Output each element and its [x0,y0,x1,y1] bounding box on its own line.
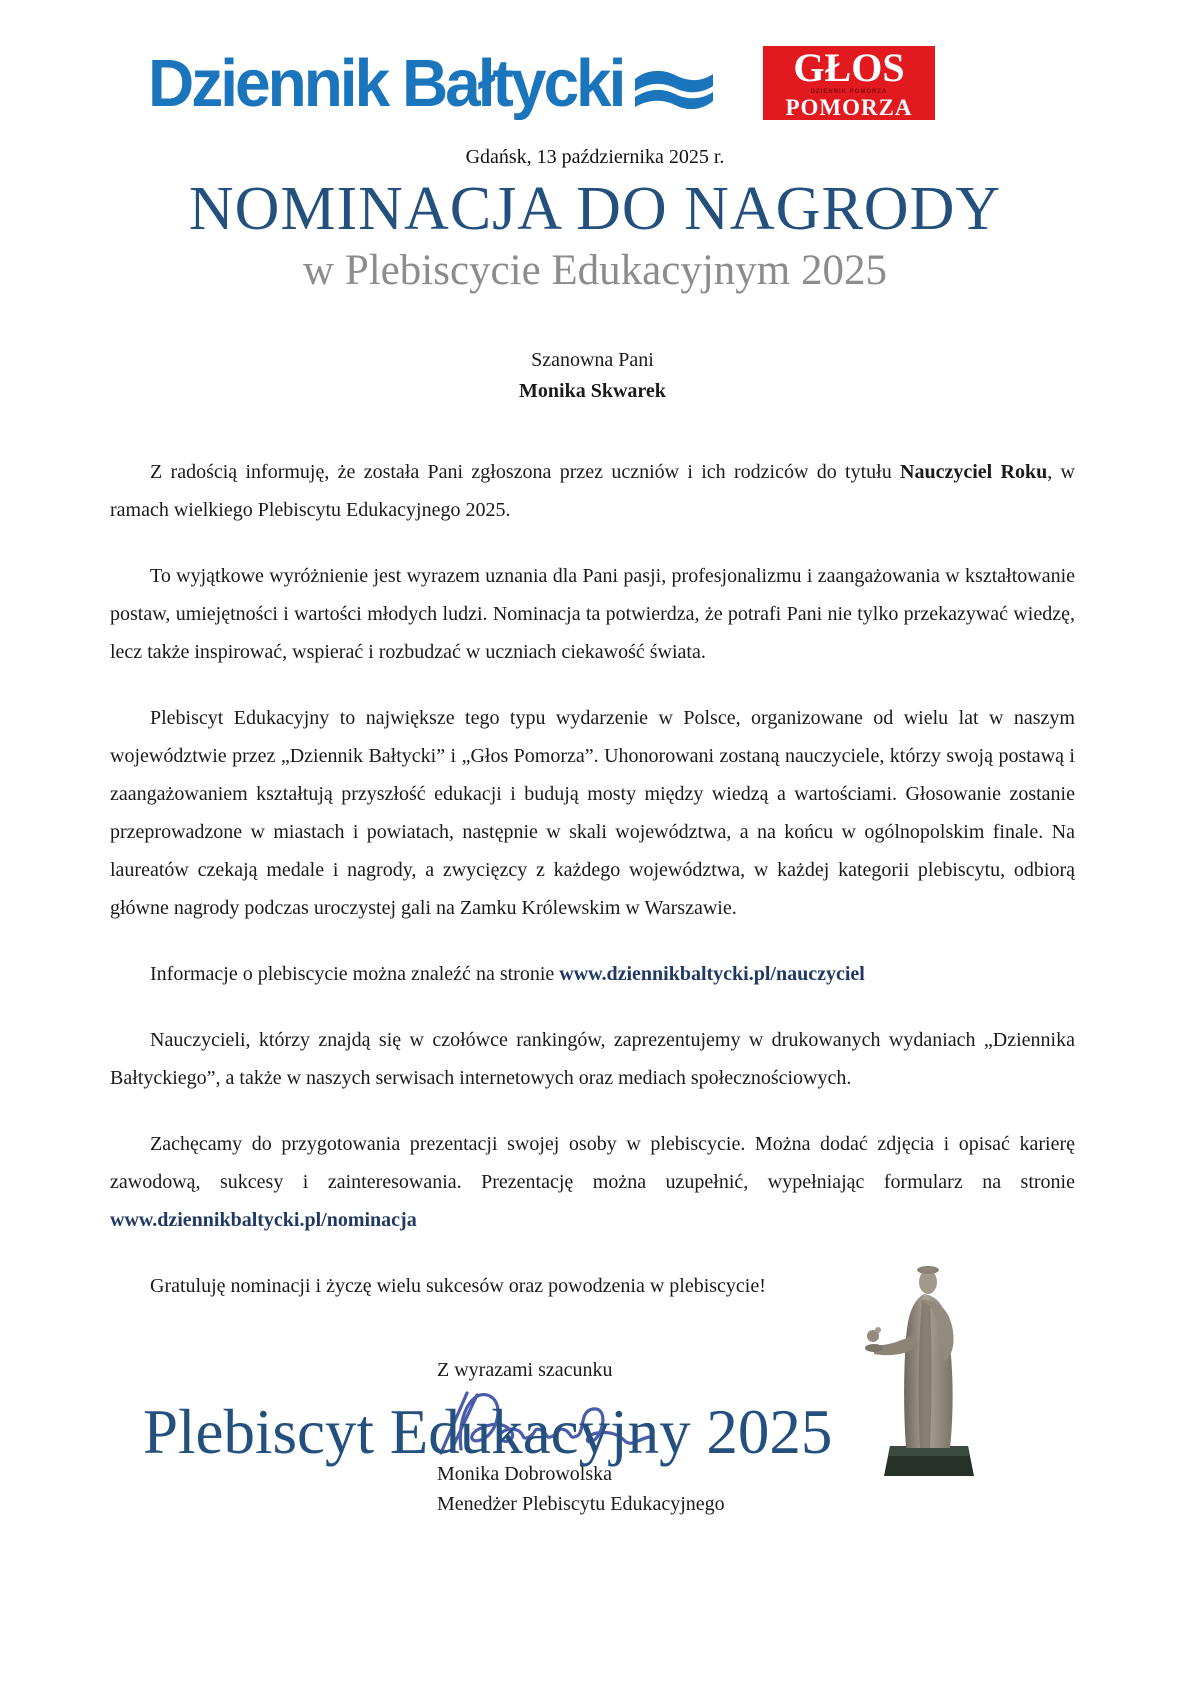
signoff-role: Menedżer Plebiscytu Edukacyjnego [437,1493,725,1516]
signoff-name: Monika Dobrowolska [437,1463,612,1486]
paragraph-text: Zachęcamy do przygotowania prezentacji swojej osoby w plebiscycie. Można dodać zdjęcia i opisać karierę zawodową, sukcesy i zainteresowania. Prezentację można uzupełnić, wypełniając formularz na stronie [110,1133,1075,1194]
glos-pomorza-logo-bottom-text: POMORZA [785,95,913,120]
page-subtitle: w Plebiscycie Edukacyjnym 2025 [303,247,887,295]
paragraph-text: Informacje o plebiscycie można znaleźć na stronie [150,963,560,986]
paragraph-text: Z radością informuję, że została Pani zgłoszona przez uczniów i ich rodziców do tytułu [150,461,901,484]
body-paragraph [110,955,1075,993]
salutation [110,345,1075,407]
body-paragraph: To wyjątkowe wyróżnienie jest wyrazem uznania dla Pani pasji, profesjonalizmu i zaangażowania w kształtowanie postaw, umiejętności i wartości młodych ludzi. Nominacja ta potwierdza, że potrafi Pani nie tylko przekazywać wiedzę, lecz także inspirować, wspierać i rozbudzać w uczniach ciekawość świata. [110,565,1075,664]
letterhead [0,0,1190,120]
award-title-text: Nauczyciel Roku [900,461,1048,484]
closing-line: Z wyrazami szacunku [437,1359,613,1382]
statuette-image [852,1260,994,1484]
date-line: Gdańsk, 13 października 2025 r. [465,146,725,168]
dziennik-baltycki-logo [148,43,715,122]
body-paragraph: Nauczycieli, którzy znajdą się w czołówce rankingów, zaprezentujemy w drukowanych wydaniach „Dziennika Bałtyckiego”, a także w naszych serwisach internetowych oraz mediach społecznościowych. [110,1029,1075,1090]
footer-banner: Plebiscyt Edukacyjny 2025 [143,1397,833,1467]
glos-pomorza-logo [763,46,935,120]
body-paragraph: Gratuluję nominacji i życzę wielu sukcesów oraz powodzenia w plebiscycie! [150,1275,766,1298]
body-paragraph: Plebiscyt Edukacyjny to największe tego typu wydarzenie w Polsce, organizowane od wielu lat w naszym województwie przez „Dziennik Bałtycki” i „Głos Pomorza”. Uhonorowani zostaną nauczyciele, którzy swoją postawą i zaangażowaniem kształtują przyszłość edukacji i budują mosty między wiedzą a wartościami. Głosowanie zostanie przeprowadzone w miastach i powiatach, następnie w skali województwa, a na końcu w ogólnopolskim finale. Na laureatów czekają medale i nagrody, a zwycięzcy z każdego województwa, w każdej kategorii plebiscytu, odbiorą główne nagrody podczas uroczystej gali na Zamku Królewskim w Warszawie. [110,707,1075,920]
nomination-form-link[interactable]: www.dziennikbaltycki.pl/nominacja [110,1209,417,1232]
glos-pomorza-logo-small-text: DZIENNIK POMORZA [810,89,888,95]
letter-body [0,345,1190,1519]
paragraph-text: , w ramach wielkiego Plebiscytu Edukacyjnego 2025. [110,461,1075,522]
dziennik-baltycki-logo-text: Dziennik Bałtycki [148,45,624,120]
salutation-line: Szanowna Pani [531,349,654,372]
wave-flag-icon [633,65,715,122]
plebiscite-info-link[interactable]: www.dziennikbaltycki.pl/nauczyciel [559,963,865,986]
recipient-name: Monika Skwarek [519,380,666,403]
body-paragraph [110,453,1075,529]
glos-pomorza-logo-top-text: GŁOS [793,45,905,90]
page-title: NOMINACJA DO NAGRODY [188,175,1002,243]
body-paragraph [110,1125,1075,1239]
